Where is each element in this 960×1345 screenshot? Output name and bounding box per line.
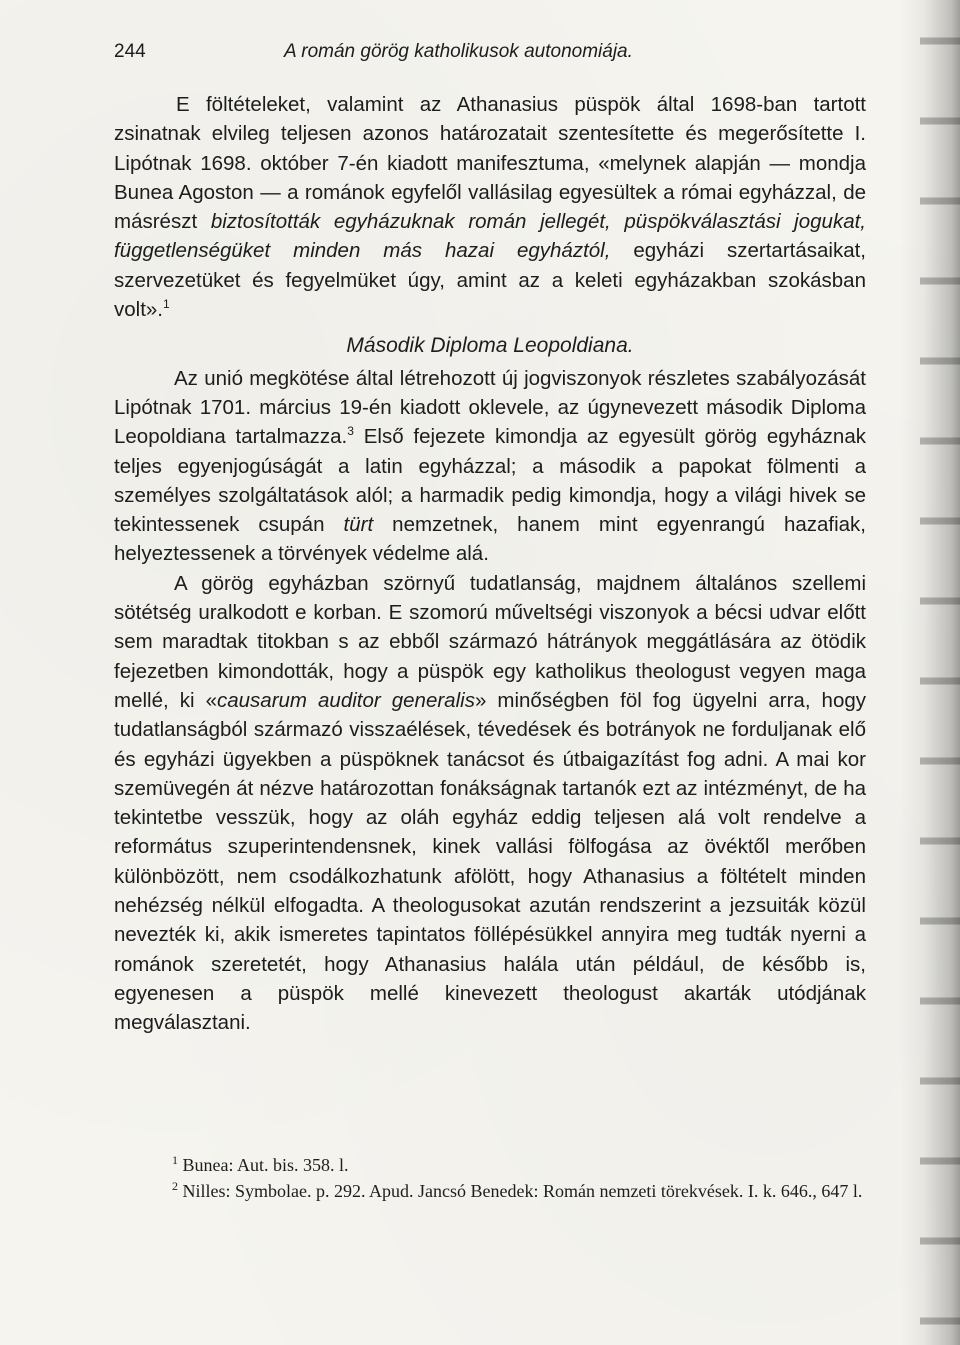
- section-title: Második Diploma Leopoldiana.: [346, 334, 634, 358]
- text-run: » minőségben föl fog ügyelni arra, hogy tudatlanságból származó visszaélések, tévedések és botrányok ne forduljanak elő és egyházi ügyekben a püspöknek tanácsot és útbaigazítást fog adni. A mai kor szemüvegén át nézve határozottan fonákságnak tartanók ezt az intézményt, de ha tekintetbe vesszük, hogy az oláh egyház eddig teljesen alá volt rendelve a református szuperintendensnek, kinek vallási fölfogása az övéktől merőben különbözött, nem csodálkozhatunk afölött, hogy Athanasius a föltételt minden nehézség nélkül elfogadta. A theologusokat azután rendszerint a jezsuiták közül nevezték ki, akik ismeretes tapintatos föllépésükkel annyira meg tudták nyerni a románok szeretetét, hogy Athanasius halála után például, de később is, egyenesen a püspök mellé kinevezett theologust akarták utódjának megválasztani.: [114, 688, 867, 1035]
- footnote-text: Bunea: Aut. bis. 358. l.: [178, 1155, 349, 1175]
- footnote-reference: 3: [347, 424, 354, 439]
- text-run: A görög egyházban szörnyű tudatlanság, majdnem általános szellemi sötétség uralkodott e korban. E szomorú műveltségi viszonyok a bécsi udvar előtt sem maradtak titokban s az ebből származó hátrányok meggátlására az ötödik fejezetben kimondották, hogy a püspök egy katholikus theologust vegyen maga mellé, ki «: [114, 571, 866, 712]
- italic-text-run: türt: [343, 513, 374, 537]
- text-run: Az unió megkötése által létrehozott új jogviszonyok részletes szabályozását Lipótnak 1701. március 19-én kiadott oklevele, az úgynevezett második Diploma Leopoldiana tartalmazza.: [114, 366, 866, 449]
- footnotes: [114, 1152, 866, 1204]
- paragraph: [114, 90, 866, 324]
- text-run: E föltételeket, valamint az Athanasius püspök által 1698-ban tartott zsinatnak elvileg teljesen azonos határozatait szentesítette és megerősítette I. Lipótnak 1698. október 7-én kiadott manifesztuma, «melynek alapján — mondja Bunea Agoston — a románok egyfelől vallásilag egyesültek a római egyházzal, de másrészt: [114, 93, 866, 234]
- body-text: [114, 90, 866, 1038]
- text-run: Első fejezete kimondja az egyesült görög egyháznak teljes egyenjogúságát a latin egyházzal; a második a papokat fölmenti a személyes szolgáltatások alól; a harmadik pedig kimondja, hogy a világi hivek se tekintessenek csupán: [114, 425, 866, 537]
- text-run: nemzetnek, hanem mint egyenrangú hazafiak, helyeztessenek a törvények védelme alá.: [114, 513, 866, 566]
- page-edge-marks: [920, 0, 960, 1345]
- footnote-mark: 1: [172, 1153, 178, 1167]
- page-number: 244: [114, 41, 146, 62]
- footnote: [114, 1152, 866, 1178]
- italic-text-run: biztosították egyházuknak román jellegét, püspökválasztási jogukat, függetlenségüket minden más hazai egyháztól,: [114, 210, 866, 263]
- footnote-reference: 1: [163, 297, 170, 312]
- footnote: [114, 1178, 866, 1204]
- paragraph: [114, 364, 866, 569]
- paragraph: [114, 569, 866, 1038]
- italic-text-run: causarum auditor generalis: [216, 688, 475, 712]
- footnote-text: Nilles: Symbolae. p. 292. Apud. Jancsó Benedek: Román nemzeti törekvések. I. k. 646., 647 l.: [178, 1181, 863, 1201]
- text-run: egyházi szertartásaikat, szervezetüket és fegyelmüket úgy, amint az a keleti egyházakban szokásban volt».: [114, 239, 866, 322]
- running-head: A román görög katholikusok autonomiája.: [284, 41, 633, 62]
- footnote-mark: 2: [172, 1179, 178, 1193]
